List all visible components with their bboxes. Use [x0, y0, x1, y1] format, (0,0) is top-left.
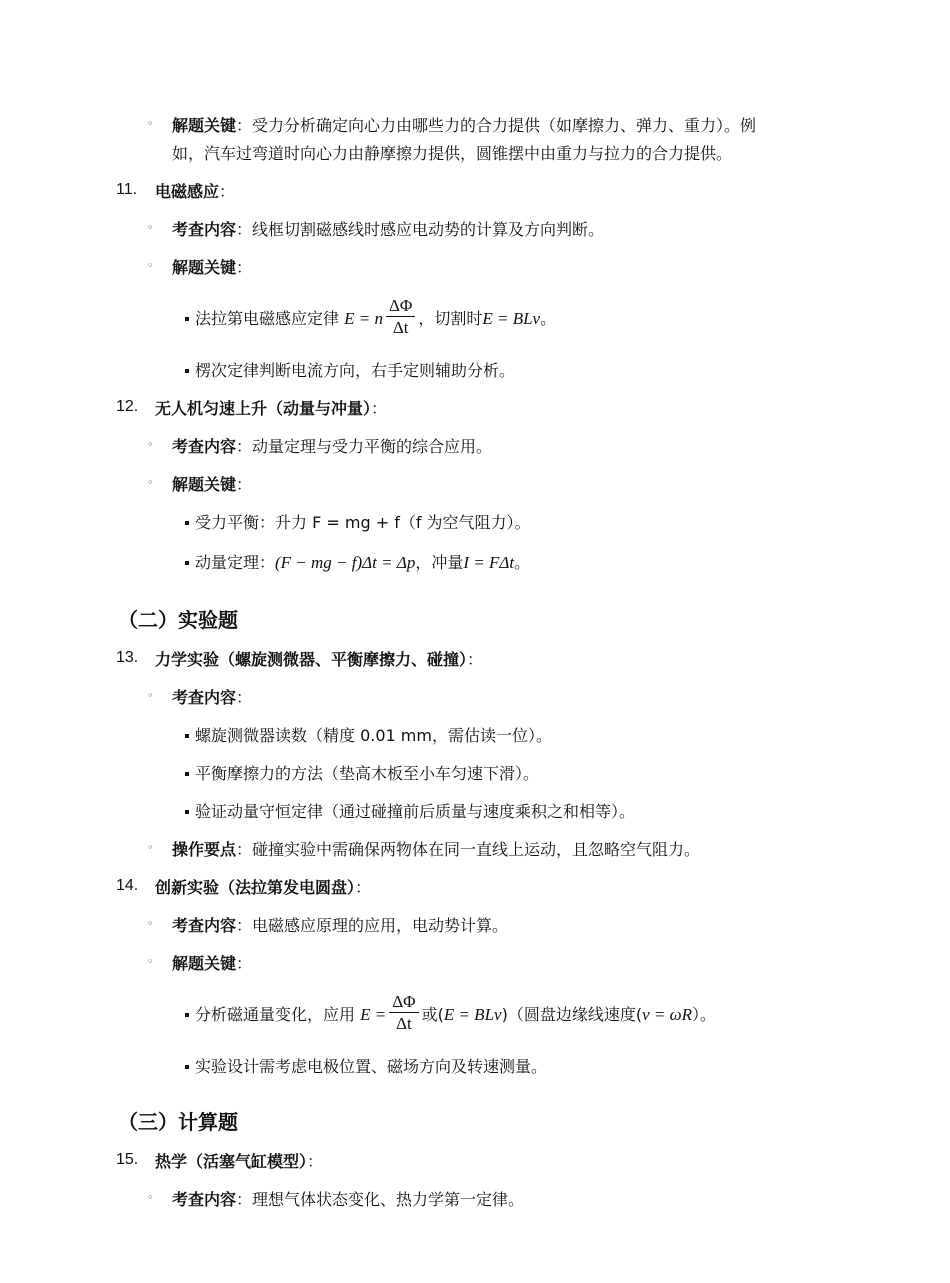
fraction: $\frac{\Delta\Phi}{\Delta t}$	[386, 296, 415, 339]
item-number: 13.	[116, 649, 139, 666]
q13-ops: 操作要点：碰撞实验中需确保两物体在同一直线上运动，且忽略空气阻力。	[172, 840, 701, 859]
q12-bullet-balance: 受力平衡：升力 F = mg + f（f 为空气阻力）。	[185, 512, 531, 534]
q12-content: 考查内容：动量定理与受力平衡的综合应用。	[172, 437, 493, 456]
q13-content: 考查内容：	[172, 688, 253, 707]
q15-title: 热学（活塞气缸模型）：	[155, 1152, 324, 1171]
square-bullet-icon	[185, 810, 189, 814]
circle-bullet-icon: ◦	[147, 917, 154, 930]
q11-key: 解题关键：	[172, 258, 253, 277]
item-number: 12.	[116, 398, 139, 415]
square-bullet-icon	[185, 521, 189, 525]
q13-bullet: 平衡摩擦力的方法（垫高木板至小车匀速下滑）。	[185, 763, 539, 785]
q10-key-line-1: 解题关键：受力分析确定向心力由哪些力的合力提供（如摩擦力、弹力、重力）。例	[172, 116, 757, 135]
item-number: 14.	[116, 877, 139, 894]
circle-bullet-icon: ◦	[147, 955, 154, 968]
q11-title: 电磁感应：	[155, 182, 236, 201]
q12-key: 解题关键：	[172, 475, 253, 494]
square-bullet-icon	[185, 561, 189, 565]
square-bullet-icon	[185, 1065, 189, 1069]
square-bullet-icon	[185, 734, 189, 738]
q14-bullet-flux: 分析磁通量变化，应用 E = $\frac{\Delta\Phi}{\Delta t}$ 或(E = BLv)（圆盘边缘线速度(v = ωR）。	[185, 994, 716, 1037]
circle-bullet-icon: ◦	[147, 438, 154, 451]
q11-content: 考查内容：线框切割磁感线时感应电动势的计算及方向判断。	[172, 220, 605, 239]
circle-bullet-icon: ◦	[147, 259, 154, 272]
q14-content: 考查内容：电磁感应原理的应用，电动势计算。	[172, 916, 509, 935]
q13-title: 力学实验（螺旋测微器、平衡摩擦力、碰撞）：	[155, 650, 484, 669]
q12-title: 无人机匀速上升（动量与冲量）：	[155, 399, 388, 418]
circle-bullet-icon: ◦	[147, 689, 154, 702]
square-bullet-icon	[185, 369, 189, 373]
item-number: 15.	[116, 1151, 139, 1168]
q11-bullet-lenz: 楞次定律判断电流方向，右手定则辅助分析。	[185, 360, 515, 382]
section-heading-experiment: （二）实验题	[118, 608, 238, 632]
circle-bullet-icon: ◦	[147, 221, 154, 234]
circle-bullet-icon: ◦	[147, 117, 154, 130]
q15-content: 考查内容：理想气体状态变化、热力学第一定律。	[172, 1190, 525, 1209]
fraction: $\frac{\Delta\Phi}{\Delta t}$	[389, 992, 418, 1035]
q13-bullet: 螺旋测微器读数（精度 0.01 mm，需估读一位）。	[185, 725, 552, 747]
circle-bullet-icon: ◦	[147, 476, 154, 489]
q14-title: 创新实验（法拉第发电圆盘）：	[155, 878, 372, 897]
q12-bullet-momentum: 动量定理：(F − mg − f)Δt = Δp，冲量I = FΔt。	[185, 552, 530, 574]
q11-bullet-faraday: 法拉第电磁感应定律 E = n $\frac{\Delta\Phi}{\Delta t}$ ，切割时E = BLv。	[185, 298, 556, 341]
key-label: 解题关键	[172, 116, 237, 135]
circle-bullet-icon: ◦	[147, 1191, 154, 1204]
square-bullet-icon	[185, 1013, 189, 1017]
q10-key-line-2: 如，汽车过弯道时向心力由静摩擦力提供，圆锥摆中由重力与拉力的合力提供。	[172, 144, 733, 163]
square-bullet-icon	[185, 772, 189, 776]
q14-key: 解题关键：	[172, 954, 253, 973]
circle-bullet-icon: ◦	[147, 841, 154, 854]
section-heading-calculation: （三）计算题	[118, 1110, 238, 1134]
square-bullet-icon	[185, 317, 189, 321]
q13-bullet: 验证动量守恒定律（通过碰撞前后质量与速度乘积之和相等）。	[185, 801, 635, 823]
item-number: 11.	[116, 181, 138, 198]
q14-bullet-design: 实验设计需考虑电极位置、磁场方向及转速测量。	[185, 1056, 547, 1078]
